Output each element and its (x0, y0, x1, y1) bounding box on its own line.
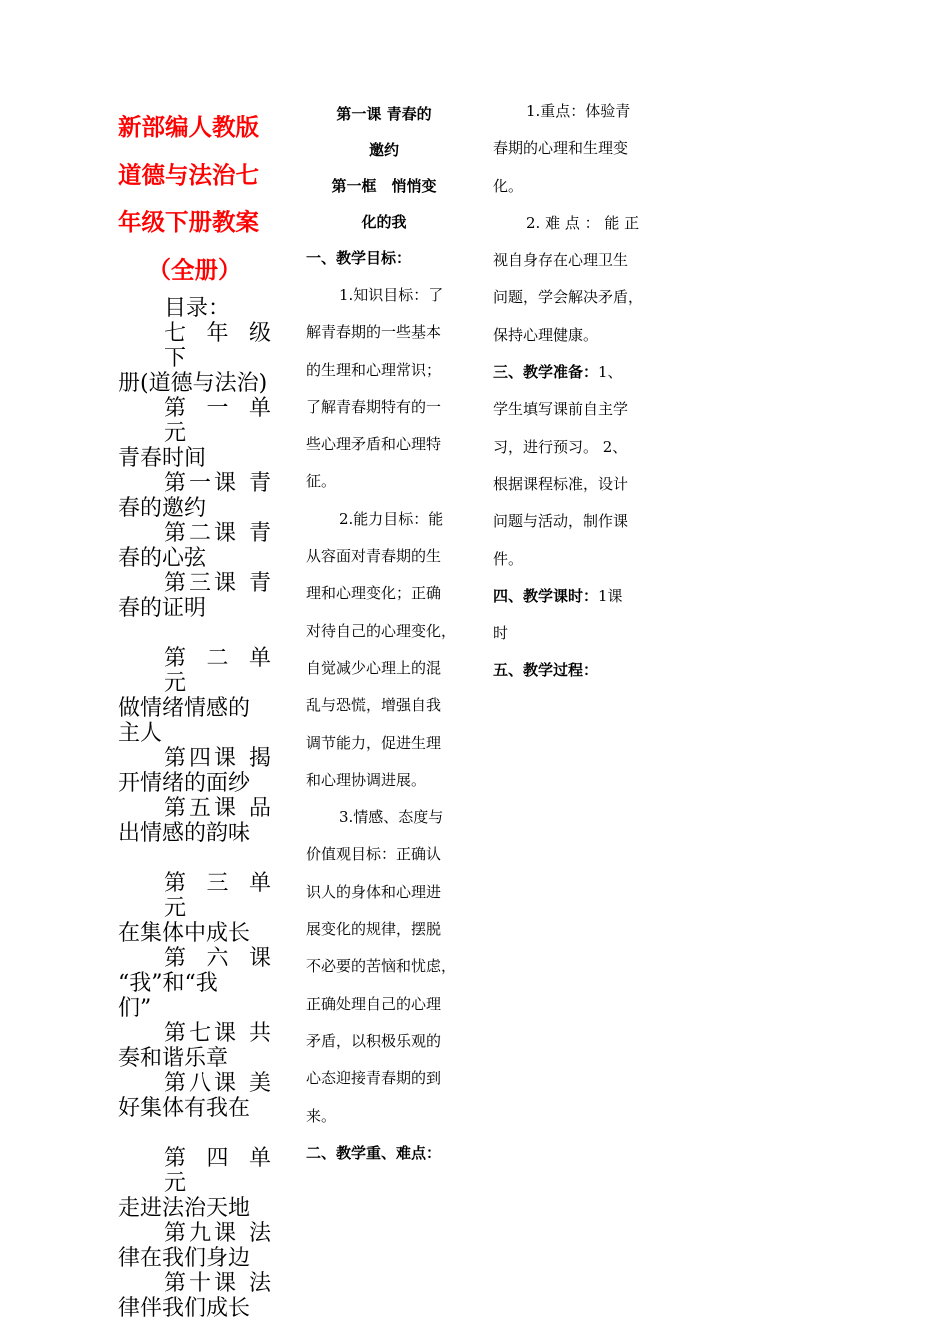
right-column (493, 93, 653, 689)
section-heading-process: 五、教学过程： (493, 661, 599, 680)
toc-item (118, 571, 271, 621)
paragraph-line: 价值观目标：正确认 (306, 845, 442, 864)
toc-spacer (118, 1121, 271, 1146)
title-line: 年级下册教案 (118, 208, 259, 236)
toc-item (118, 946, 271, 996)
toc-item-line: 在集体中成长 (118, 921, 251, 946)
paragraph-line: 解青春期的一些基本 (306, 323, 442, 342)
toc-item-line: 走进法治天地 (118, 1196, 251, 1221)
toc-item-line: 奏和谐乐章 (118, 1046, 229, 1071)
toc-item (118, 996, 271, 1021)
paragraph-line: 心态迎接青春期的到 (306, 1069, 442, 1088)
hours-text: 1课 (598, 586, 623, 605)
toc-item-line: 们” (118, 996, 152, 1021)
lesson-title-line: 邀约 (368, 141, 399, 159)
lesson-title-line: 第一框 悄悄变 (331, 177, 437, 195)
objective-knowledge (306, 277, 462, 501)
preparation-text: 1、 (598, 363, 623, 382)
paragraph-line: 对待自己的心理变化， (306, 621, 457, 640)
teaching-hours (493, 578, 653, 653)
paragraph-line: 自觉减少心理上的混 (306, 658, 442, 677)
paragraph-line: 春期的心理和生理变 (493, 139, 629, 158)
paragraph-line: 不必要的苦恼和忧虑， (306, 957, 457, 976)
paragraph-line: 3.情感、态度与 (339, 808, 444, 827)
preparation-line: 学生填写课前自主学 (493, 400, 629, 419)
toc-item-line: 第 二 单 元 (164, 646, 271, 696)
toc-item-line: 第二课 青 (164, 521, 271, 546)
paragraph-line: 来。 (306, 1106, 337, 1125)
hours-line: 时 (493, 624, 509, 643)
toc-item-line: 好集体有我在 (118, 1096, 251, 1121)
paragraph-line: 正确处理自己的心理 (306, 994, 442, 1013)
toc-item-line: 册(道德与法治) (118, 371, 268, 396)
toc-item (118, 1071, 271, 1121)
toc-item-line: “我”和“我 (118, 971, 218, 996)
paragraph-line: 1.知识目标：了 (339, 286, 444, 304)
preparation-line: 根据课程标准，设计 (493, 474, 629, 493)
toc-item (118, 796, 271, 846)
toc-item-line: 做情绪情感的 (118, 696, 251, 721)
toc-item (118, 646, 271, 721)
toc-item-line: 第八课 美 (164, 1071, 271, 1096)
paragraph-line: 问题，学会解决矛盾， (493, 288, 644, 307)
table-of-contents (118, 321, 271, 1321)
toc-item (118, 1146, 271, 1221)
toc-item-line: 第 三 单 元 (164, 871, 271, 921)
toc-item-line: 第四课 揭 (164, 746, 271, 771)
paragraph-line: 化。 (493, 176, 524, 195)
toc-item (118, 871, 271, 946)
lesson-title (306, 96, 462, 240)
paragraph-line: 识人的身体和心理进 (306, 882, 442, 901)
paragraph-line: 乱与恐慌，增强自我 (306, 696, 442, 715)
difficult-point (493, 205, 653, 354)
section-heading-key-points: 二、教学重、难点： (306, 1143, 442, 1162)
toc-item (118, 1021, 271, 1071)
paragraph-line: 理和心理变化；正确 (306, 584, 442, 603)
paragraph-line: 从容面对青春期的生 (306, 547, 442, 566)
paragraph-line: 视自身存在心理卫生 (493, 251, 629, 270)
toc-item-line: 春的邀约 (118, 496, 207, 521)
toc-item-line: 第 四 单 元 (164, 1146, 271, 1196)
toc-spacer (118, 846, 271, 871)
toc-item-line: 七 年 级 下 (164, 321, 271, 371)
toc-item-line: 出情感的韵味 (118, 821, 251, 846)
toc-item-line: 春的证明 (118, 596, 207, 621)
toc-item-line: 律伴我们成长 (118, 1296, 251, 1321)
toc-item-line: 青春时间 (118, 446, 207, 471)
toc-item-line: 律在我们身边 (118, 1246, 251, 1271)
toc-item-line: 第十课 法 (164, 1271, 271, 1296)
toc-spacer (118, 621, 271, 646)
toc-item-line: 第五课 品 (164, 796, 271, 821)
paragraph-line: 些心理矛盾和心理特 (306, 435, 442, 454)
paragraph-line: 展变化的规律，摆脱 (306, 920, 442, 939)
preparation-line: 问题与活动，制作课 (493, 512, 629, 531)
toc-item (118, 521, 271, 571)
toc-item-line: 主人 (118, 721, 163, 746)
paragraph-line: 矛盾，以积极乐观的 (306, 1031, 442, 1050)
toc-item-line: 第三课 青 (164, 571, 271, 596)
section-heading-preparation: 三、教学准备： (493, 363, 599, 382)
toc-item (118, 471, 271, 521)
objective-ability (306, 501, 462, 799)
title-line: 新部编人教版 (118, 113, 259, 141)
toc-item-line: 第 六 课 (164, 946, 271, 971)
toc-item-line: 第 一 单 元 (164, 396, 271, 446)
section-heading-hours: 四、教学课时： (493, 586, 599, 605)
paragraph-line: 2.能力目标：能 (339, 509, 444, 528)
toc-item-line: 第七课 共 (164, 1021, 271, 1046)
preparation-line: 习，进行预习。 2、 (493, 437, 628, 456)
toc-item (118, 1221, 271, 1271)
document-title (118, 104, 271, 294)
key-point (493, 93, 653, 205)
paragraph-line: 保持心理健康。 (493, 325, 599, 344)
lesson-title-line: 化的我 (361, 213, 407, 231)
paragraph-line: 1.重点：体验青 (526, 102, 631, 120)
paragraph-line: 了解青春期特有的一 (306, 397, 442, 416)
paragraph-line: 调节能力，促进生理 (306, 733, 442, 752)
toc-item-line: 第九课 法 (164, 1221, 271, 1246)
paragraph-line: 2. 难 点 ： 能 正 (526, 213, 640, 232)
toc-item-line: 开情绪的面纱 (118, 771, 251, 796)
objective-values (306, 799, 462, 1135)
teaching-preparation (493, 354, 653, 578)
paragraph-line: 和心理协调进展。 (306, 770, 427, 789)
title-line: （全册） (147, 255, 242, 284)
toc-item (118, 396, 271, 471)
toc-item (118, 746, 271, 796)
paragraph-line: 征。 (306, 472, 337, 491)
title-line: 道德与法治七 (118, 160, 259, 189)
lesson-title-line: 第一课 青春的 (336, 105, 432, 123)
toc-item (118, 321, 271, 396)
toc-heading: 目录： (164, 296, 231, 321)
left-column (118, 104, 271, 1321)
toc-item (118, 721, 271, 746)
paragraph-line: 的生理和心理常识； (306, 360, 442, 379)
middle-column (306, 96, 462, 1172)
preparation-line: 件。 (493, 549, 524, 568)
toc-item-line: 第一课 青 (164, 471, 271, 496)
section-heading-objectives: 一、教学目标： (306, 249, 412, 267)
toc-item (118, 1271, 271, 1321)
toc-item-line: 春的心弦 (118, 546, 207, 571)
